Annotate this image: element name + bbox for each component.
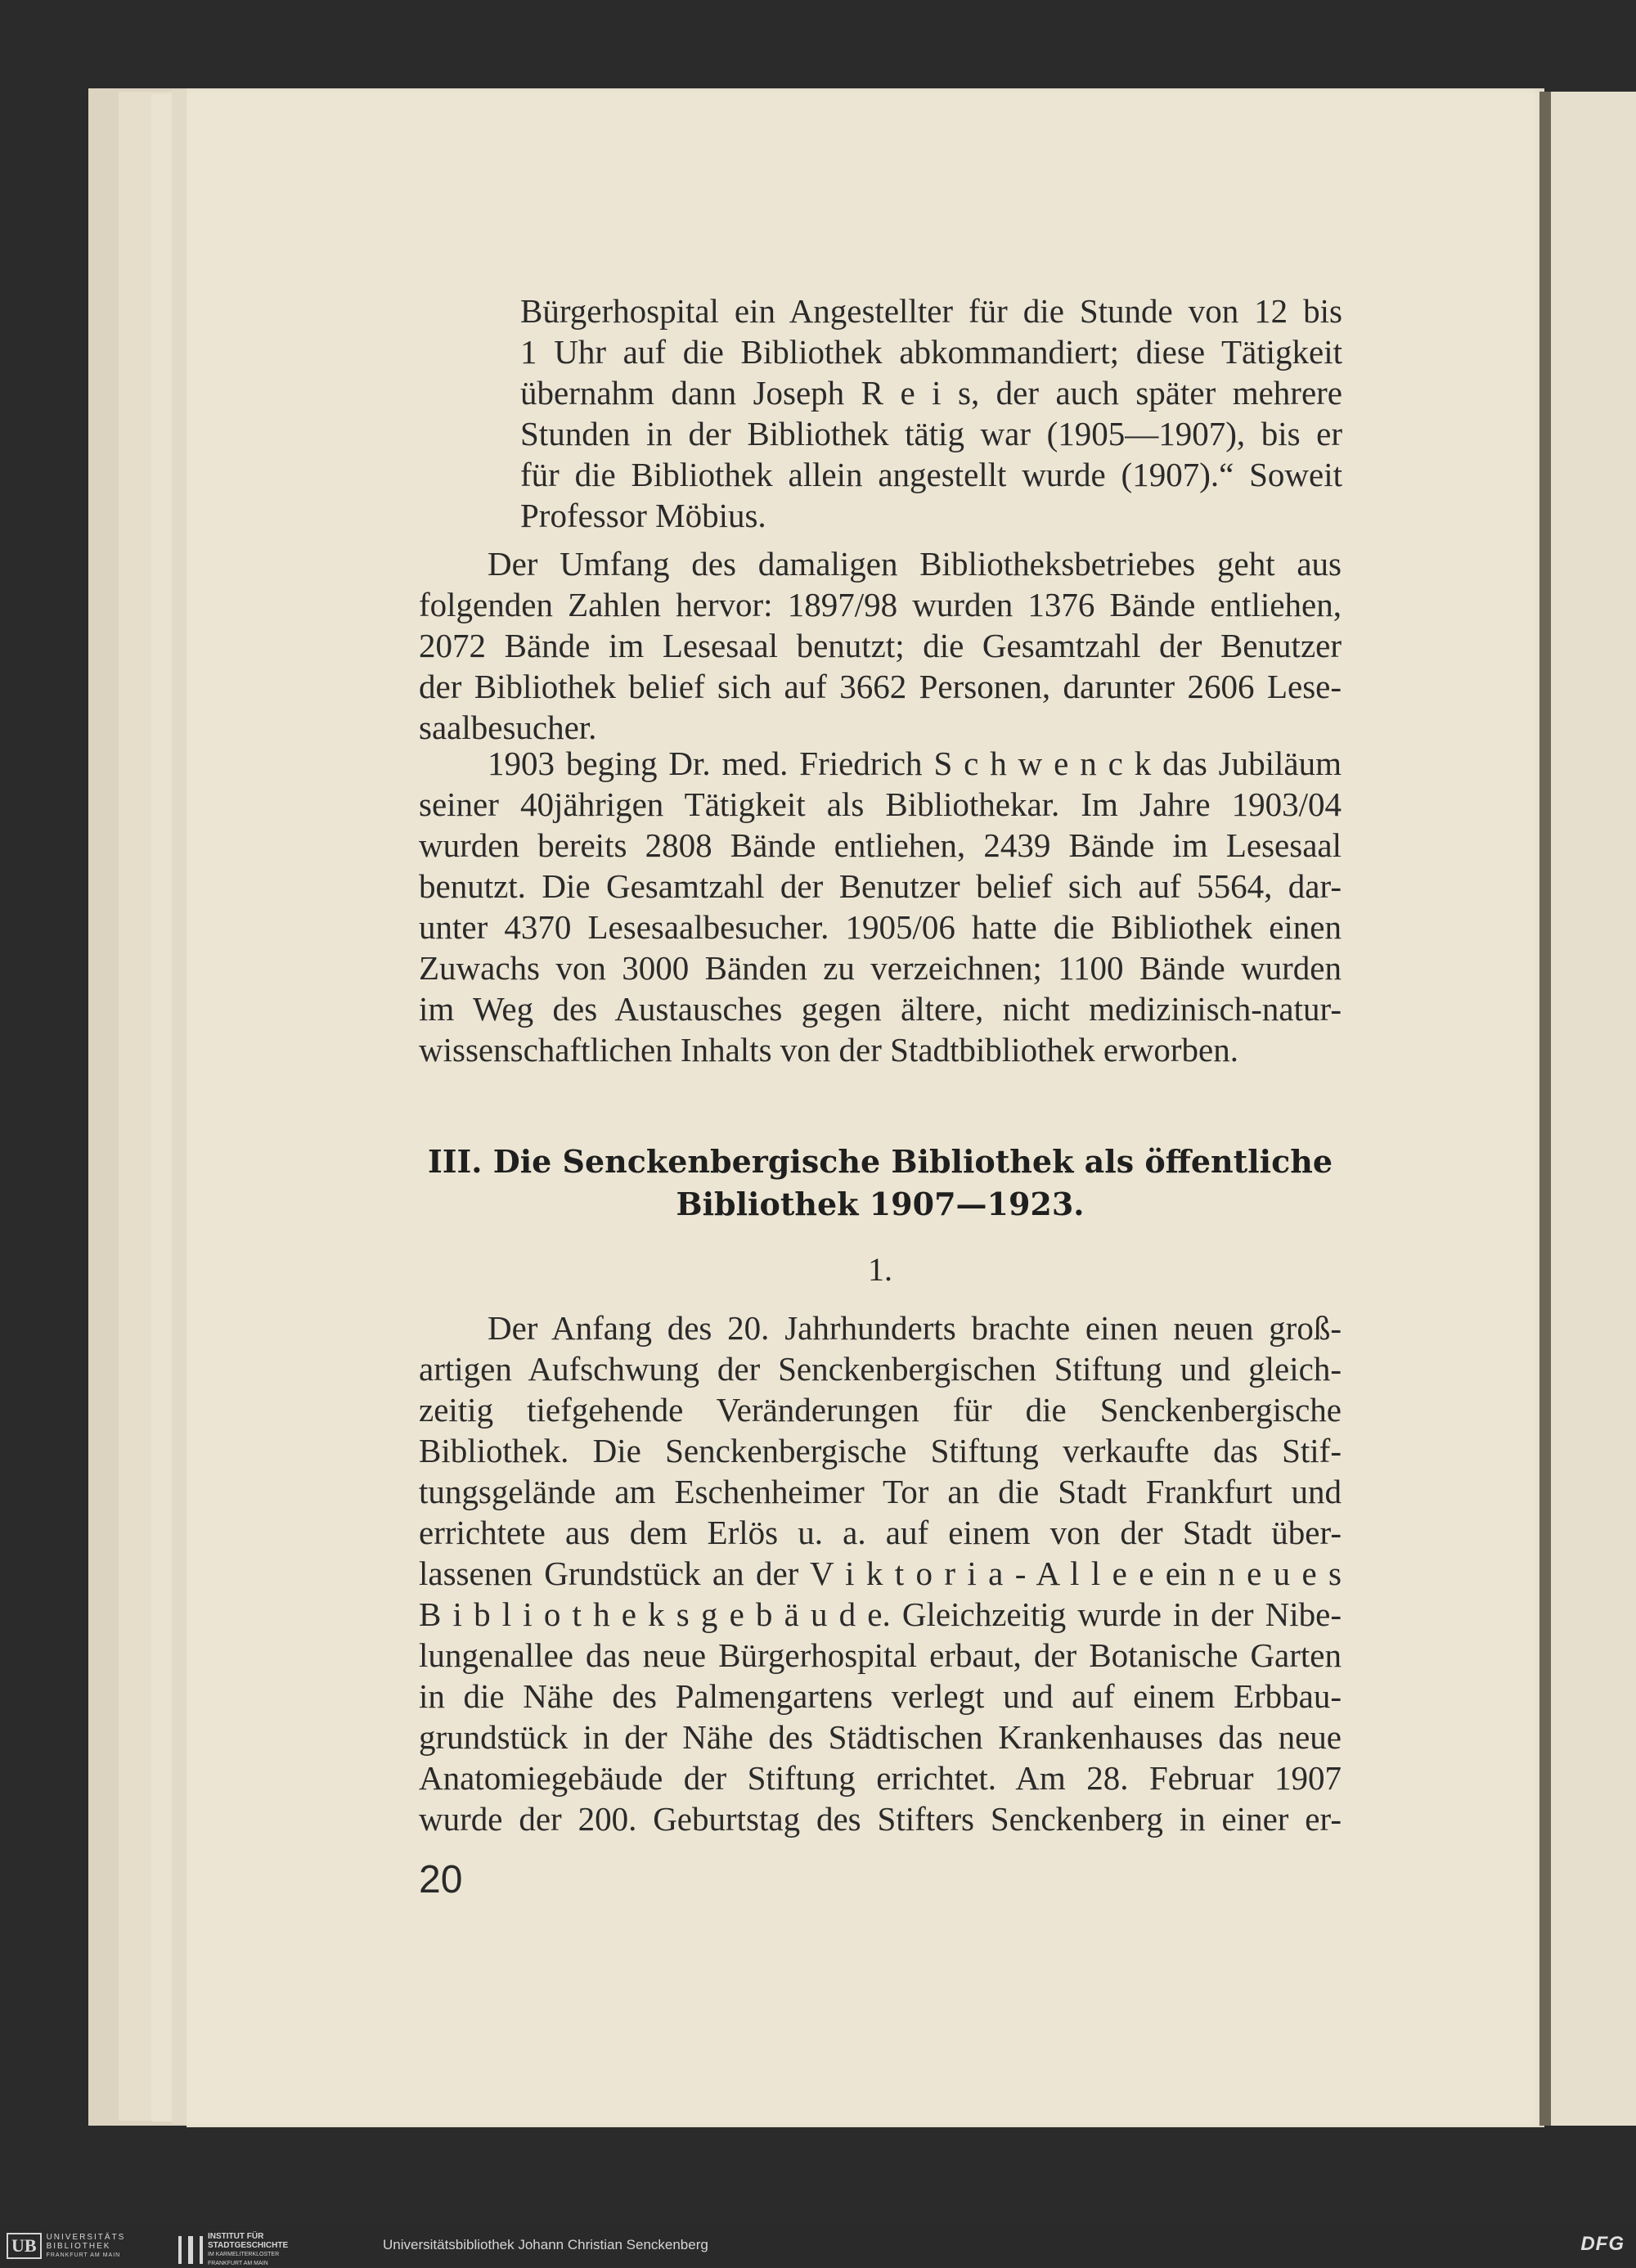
paragraph-line: zeitig tiefgehende Veränderungen für die Senckenbergische [419, 1391, 1342, 1429]
paragraph-line: B i b l i o t h e k s g e b ä u d e. Gleichzeitig wurde in der Nibe- [419, 1595, 1342, 1633]
paragraph-line: Bibliothek. Die Senckenbergische Stiftung verkaufte das Stif- [419, 1432, 1342, 1469]
paragraph-line: Zuwachs von 3000 Bänden zu verzeichnen; 1100 Bände wurden [419, 949, 1342, 987]
quote-line: für die Bibliothek allein angestellt wurde (1907).“ Soweit [520, 456, 1342, 493]
institute-logo-line: FRANKFURT AM MAIN [208, 2261, 268, 2266]
dfg-logo[interactable]: DFG [1580, 2233, 1625, 2255]
paragraph-line: Der Umfang des damaligen Bibliotheksbetriebes geht aus [488, 545, 1342, 583]
paragraph-line: wissenschaftlichen Inhalts von der Stadtbibliothek erworben. [419, 1031, 1238, 1069]
quote-line: 1 Uhr auf die Bibliothek abkommandiert; diese Tätigkeit [520, 333, 1342, 371]
quote-line: Stunden in der Bibliothek tätig war (1905—1907), bis er [520, 415, 1342, 452]
footer-bar [0, 2225, 1636, 2266]
ub-logo-line: FRANKFURT AM MAIN [46, 2252, 121, 2258]
ub-logo[interactable] [7, 2232, 125, 2260]
paragraph-line: im Weg des Austausches gegen ältere, nicht medizinisch-natur- [419, 990, 1342, 1028]
paragraph-line: artigen Aufschwung der Senckenbergischen Stiftung und gleich- [419, 1350, 1342, 1388]
paragraph-line: wurden bereits 2808 Bände entliehen, 2439 Bände im Lesesaal [419, 826, 1342, 864]
paragraph-1 [419, 543, 1342, 748]
paragraph-line: grundstück in der Nähe des Städtischen Krankenhauses das neue [419, 1718, 1342, 1756]
footer-credit[interactable]: Universitätsbibliothek Johann Christian Senckenberg [383, 2237, 708, 2252]
paragraph-line: folgenden Zahlen hervor: 1897/98 wurden 1376 Bände entliehen, [419, 586, 1342, 623]
book-gutter [1539, 92, 1551, 2126]
page-number: 20 [419, 1858, 463, 1901]
institute-logo-line: INSTITUT FÜR [208, 2232, 264, 2241]
paragraph-line: Anatomiegebäude der Stiftung errichtet. Am 28. Februar 1907 [419, 1759, 1342, 1797]
paragraph-2 [419, 743, 1342, 1070]
institute-logo-icon [178, 2236, 203, 2264]
ub-logo-line: UNIVERSITÄTS [46, 2232, 126, 2242]
paragraph-line: in die Nähe des Palmengartens verlegt und auf einem Erbbau- [419, 1677, 1342, 1715]
paragraph-line: saalbesucher. [419, 709, 597, 746]
ub-logo-text [47, 2233, 126, 2260]
paragraph-line: seiner 40jährigen Tätigkeit als Bibliothekar. Im Jahre 1903/04 [419, 785, 1342, 823]
paragraph-line: Der Anfang des 20. Jahrhunderts brachte einen neuen groß- [488, 1309, 1342, 1347]
institute-logo-line: IM KARMELITERKLOSTER [208, 2252, 280, 2257]
section-heading-line-1: III. Die Senckenbergische Bibliothek als öffentliche [427, 1143, 1333, 1180]
paragraph-line: lassenen Grundstück an der V i k t o r i a - A l l e e ein n e u e s [419, 1555, 1342, 1592]
paragraph-line: wurde der 200. Geburtstag des Stifters Senckenberg in einer er- [419, 1800, 1342, 1838]
paragraph-line: errichtete aus dem Erlös u. a. auf einem von der Stadt über- [419, 1514, 1342, 1551]
quote-line: Bürgerhospital ein Angestellter für die Stunde von 12 bis [520, 292, 1342, 330]
institute-logo-line: STADTGESCHICHTE [208, 2241, 289, 2250]
paragraph-3 [419, 1307, 1342, 1839]
section-heading-line-2: Bibliothek 1907—1923. [676, 1186, 1085, 1222]
paragraph-line: 2072 Bände im Lesesaal benutzt; die Gesamtzahl der Benutzer [419, 627, 1342, 664]
paragraph-line: lungenallee das neue Bürgerhospital erbaut, der Botanische Garten [419, 1636, 1342, 1674]
institute-logo[interactable] [178, 2232, 288, 2268]
facing-page-edge [1551, 92, 1636, 2126]
quote-line: übernahm dann Joseph R e i s, der auch später mehrere [520, 374, 1342, 412]
paragraph-line: benutzt. Die Gesamtzahl der Benutzer belief sich auf 5564, dar- [419, 867, 1342, 905]
institute-logo-text [208, 2232, 288, 2268]
section-number: 1. [868, 1251, 892, 1288]
paragraph-line: unter 4370 Lesesaalbesucher. 1905/06 hatte die Bibliothek einen [419, 908, 1342, 946]
paragraph-line: der Bibliothek belief sich auf 3662 Personen, darunter 2606 Lese- [419, 668, 1342, 705]
quote-block [520, 290, 1342, 536]
paragraph-line: 1903 beging Dr. med. Friedrich S c h w e n c k das Jubiläum [488, 745, 1342, 782]
ub-logo-mark: UB [7, 2233, 42, 2259]
quote-line: Professor Möbius. [520, 497, 766, 534]
ub-logo-line: BIBLIOTHEK [46, 2241, 111, 2251]
paragraph-line: tungsgelände am Eschenheimer Tor an die Stadt Frankfurt und [419, 1473, 1342, 1510]
